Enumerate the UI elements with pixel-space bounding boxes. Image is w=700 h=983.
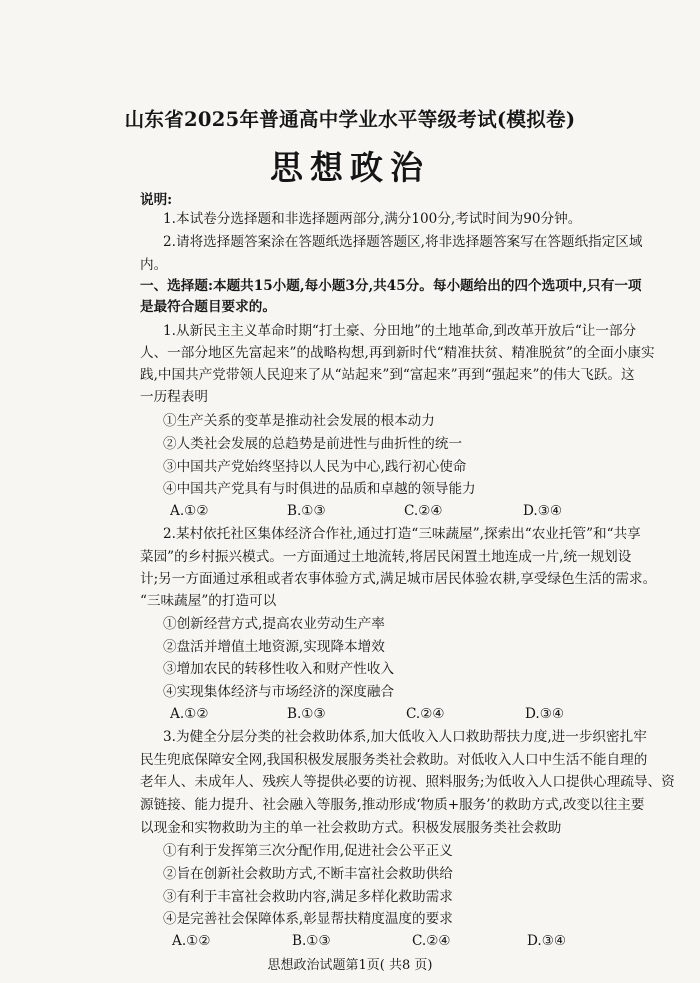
q3-option-b: B.①③ — [292, 933, 331, 949]
subject-title: 思想政治 — [270, 148, 430, 187]
q2-stem: 2.某村依托社区集体经济合作社,通过打造“三味蔬屋”,探索出“农业托管”和“共享 — [163, 526, 641, 542]
q3-statement: ②旨在创新社会救助方式,不断丰富社会救助供给 — [163, 866, 453, 882]
q1-option-c: C.②④ — [404, 503, 443, 519]
q2-option-d: D.③④ — [525, 706, 565, 722]
q3-statement: ④是完善社会保障体系,彰显帮扶精度温度的要求 — [163, 911, 453, 927]
q1-stem: 践,中国共产党带领人民迎来了从“站起来”到“富起来”再到“强起来”的伟大飞跃。这 — [140, 367, 635, 383]
q3-option-d: D.③④ — [527, 933, 567, 949]
q1-statement: ③中国共产党始终坚持以人民为中心,践行初心使命 — [163, 459, 467, 475]
q3-stem: 以现金和实物救助为主的单一社会救助方式。积极发展服务类社会救助 — [140, 820, 562, 836]
q3-option-c: C.②④ — [412, 933, 451, 949]
q2-statement: ④实现集体经济与市场经济的深度融合 — [163, 684, 395, 700]
instruction-line: 内。 — [140, 257, 168, 273]
q1-statement: ①生产关系的变革是推动社会发展的根本动力 — [163, 413, 435, 429]
page-footer: 思想政治试题第1页( 共8 页) — [267, 958, 433, 973]
q2-stem: “三味蔬屋”的打造可以 — [140, 593, 277, 609]
q3-stem: 3.为健全分层分类的社会救助体系,加大低收入人口救助帮扶力度,进一步织密扎牢 — [163, 729, 647, 745]
q2-statement: ②盘活并增值土地资源,实现降本增效 — [163, 639, 385, 655]
q2-option-b: B.①③ — [287, 706, 326, 722]
q3-stem: 老年人、未成年人、残疾人等提供必要的访视、照料服务;为低收入人口提供心理疏导、资 — [140, 774, 675, 790]
q2-stem: 菜园”的乡村振兴模式。一方面通过土地流转,将居民闲置土地连成一片,统一规划设 — [140, 549, 632, 565]
q1-stem: 1.从新民主主义革命时期“打土豪、分田地”的土地革命,到改革开放后“让一部分 — [163, 323, 637, 339]
section-heading: 是最符合题目要求的。 — [140, 299, 276, 315]
q1-option-a: A.①② — [170, 503, 209, 519]
q3-option-a: A.①② — [172, 933, 211, 949]
q1-stem: 人、一部分地区先富起来”的战略构想,再到新时代“精准扶贫、精准脱贫”的全面小康实 — [140, 345, 655, 361]
q1-option-b: B.①③ — [287, 503, 326, 519]
exam-title: 山东省2025年普通高中学业水平等级考试(模拟卷) — [124, 108, 576, 131]
q3-statement: ①有利于发挥第三次分配作用,促进社会公平正义 — [163, 843, 453, 859]
q1-stem: 一历程表明 — [140, 389, 208, 405]
q2-option-a: A.①② — [170, 706, 209, 722]
q1-option-d: D.③④ — [523, 503, 563, 519]
instructions-heading: 说明: — [140, 192, 173, 208]
section-heading: 一、选择题:本题共15小题,每小题3分,共45分。每小题给出的四个选项中,只有一项 — [140, 278, 642, 294]
q2-stem: 计;另一方面通过承租或者农事体验方式,满足城市居民体验农耕,享受绿色生活的需求。 — [140, 571, 657, 587]
q3-stem: 源链接、能力提升、社会融入等服务,推动形成‘物质+服务’的救助方式,改变以往主要 — [140, 797, 645, 813]
instruction-line: 2.请将选择题答案涂在答题纸选择题答题区,将非选择题答案写在答题纸指定区域 — [163, 234, 643, 250]
q3-stem: 民生兜底保障安全网,我国积极发展服务类社会救助。对低收入人口中生活不能自理的 — [140, 752, 648, 768]
q1-statement: ④中国共产党具有与时俱进的品质和卓越的领导能力 — [163, 481, 476, 497]
q2-statement: ③增加农民的转移性收入和财产性收入 — [163, 661, 395, 677]
q3-statement: ③有利于丰富社会救助内容,满足多样化救助需求 — [163, 889, 453, 905]
q1-statement: ②人类社会发展的总趋势是前进性与曲折性的统一 — [163, 436, 463, 452]
instruction-line: 1.本试卷分选择题和非选择题两部分,满分100分,考试时间为90分钟。 — [163, 211, 582, 227]
q2-statement: ①创新经营方式,提高农业劳动生产率 — [163, 616, 385, 632]
q2-option-c: C.②④ — [406, 706, 445, 722]
